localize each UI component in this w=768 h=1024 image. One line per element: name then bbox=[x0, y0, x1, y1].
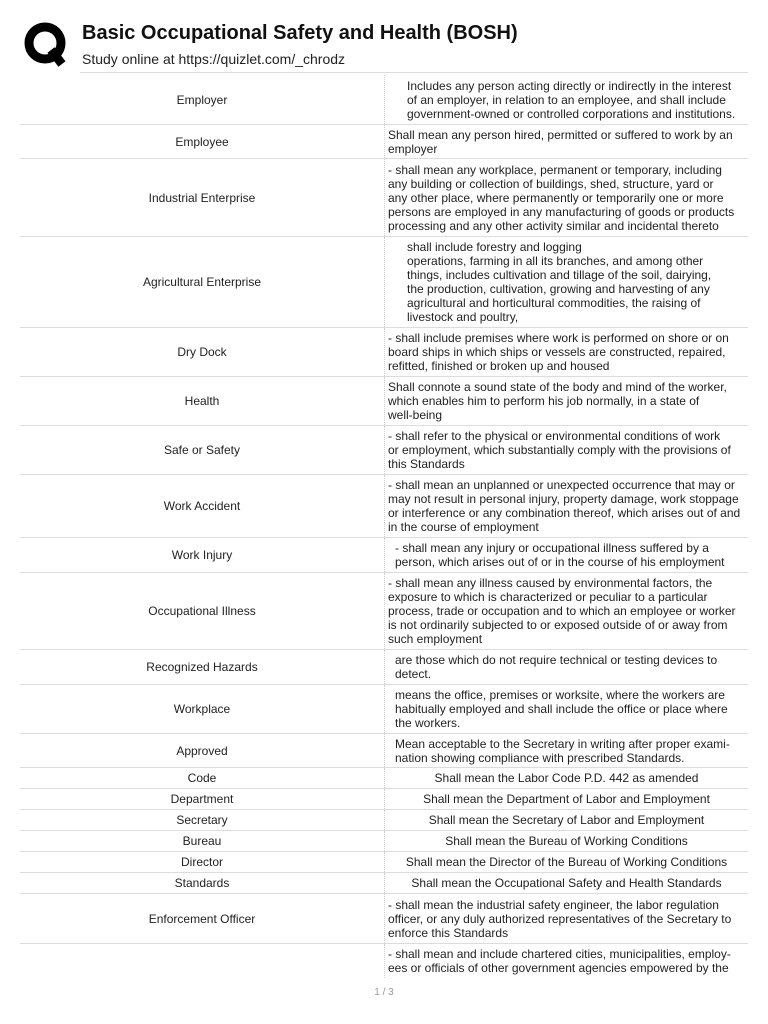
term: Dry Dock bbox=[177, 345, 227, 359]
term: Industrial Enterprise bbox=[148, 190, 256, 205]
definition: - shall mean any illness caused by environmental factors, the exposure to which is characterized or peculiar to a particular process, trade or occupation and to which an employee or worker is not ordinarily subjected to or exposed outside of or away from such employment bbox=[384, 573, 748, 649]
table-row bbox=[20, 944, 748, 978]
term: Secretary bbox=[176, 813, 228, 827]
definition: - shall mean an unplanned or unexpected occurrence that may or may not result in personal injury, property damage, work stoppage or interference or any combination thereof, which arises out of and in the course of employment bbox=[384, 475, 748, 537]
term: Workplace bbox=[173, 702, 231, 716]
definition: - shall mean any injury or occupational illness suffered by a person, which arises out of or in the course of his employment bbox=[384, 538, 748, 572]
definition: Shall mean the Director of the Bureau of Working Conditions bbox=[384, 852, 748, 872]
table-row bbox=[20, 377, 748, 426]
term: Work Accident bbox=[163, 499, 241, 513]
table-row bbox=[20, 768, 748, 789]
header-divider bbox=[80, 72, 748, 73]
page-title: Basic Occupational Safety and Health (BOSH) bbox=[82, 22, 518, 44]
term: Agricultural Enterprise bbox=[142, 275, 262, 289]
flashcard-table bbox=[20, 75, 748, 978]
definition: means the office, premises or worksite, where the workers are habitually employed and shall include the office or place where the workers. bbox=[384, 685, 748, 733]
definition: - shall mean the industrial safety engineer, the labor regulation officer, or any duly authorized representatives of the Secretary to enforce this Standards bbox=[384, 894, 748, 943]
term bbox=[20, 944, 384, 978]
term: Employee bbox=[175, 134, 229, 149]
table-row bbox=[20, 894, 748, 944]
page-number: 1 / 3 bbox=[374, 987, 394, 998]
table-row bbox=[20, 685, 748, 734]
table-row bbox=[20, 237, 748, 328]
term: Code bbox=[187, 771, 217, 785]
term: Work Injury bbox=[171, 548, 233, 562]
definition: Shall connote a sound state of the body and mind of the worker, which enables him to perform his job normally, in a state of well-being bbox=[384, 377, 748, 425]
term: Bureau bbox=[182, 834, 222, 848]
term: Safe or Safety bbox=[163, 443, 241, 457]
definition: - shall include premises where work is performed on shore or on board ships in which ships or vessels are constructed, repaired, refitted, finished or broken up and housed bbox=[384, 328, 748, 376]
table-row bbox=[20, 538, 748, 573]
table-row bbox=[20, 475, 748, 538]
term: Standards bbox=[174, 876, 230, 890]
table-row bbox=[20, 573, 748, 650]
table-row bbox=[20, 328, 748, 377]
definition: Shall mean the Labor Code P.D. 442 as amended bbox=[384, 768, 748, 788]
definition: Shall mean the Secretary of Labor and Employment bbox=[384, 810, 748, 830]
table-row bbox=[20, 159, 748, 237]
term: Department bbox=[170, 792, 234, 806]
term: Enforcement Officer bbox=[148, 911, 256, 926]
definition: - shall refer to the physical or environmental conditions of work or employment, which substantially comply with the provisions of this Standards bbox=[384, 426, 748, 474]
table-row bbox=[20, 852, 748, 873]
table-row bbox=[20, 75, 748, 125]
definition: Shall mean any person hired, permitted or suffered to work by an employer bbox=[384, 125, 748, 158]
term: Health bbox=[184, 394, 220, 408]
definition: - shall mean any workplace, permanent or temporary, including any building or collection of buildings, shed, structure, yard or any other place, where permanently or temporarily one or more persons are employed in any manufacturing of goods or products processing and any other activity similar and incidental thereto bbox=[384, 159, 748, 236]
definition: shall include forestry and logging operations, farming in all its branches, and among other things, includes cultivation and tillage of the soil, dairying, the production, cultivation, growing and harvesting of any agricultural and horticultural commodities, the raising of livestock and poultry, bbox=[384, 237, 748, 327]
table-row bbox=[20, 873, 748, 894]
definition: Shall mean the Department of Labor and Employment bbox=[384, 789, 748, 809]
term: Occupational Illness bbox=[148, 604, 256, 618]
table-row bbox=[20, 789, 748, 810]
table-row bbox=[20, 426, 748, 475]
quizlet-logo-icon bbox=[22, 20, 70, 68]
term: Employer bbox=[176, 92, 228, 107]
definition: Shall mean the Bureau of Working Conditions bbox=[384, 831, 748, 851]
table-row bbox=[20, 650, 748, 685]
table-row bbox=[20, 125, 748, 159]
table-row bbox=[20, 831, 748, 852]
definition: Shall mean the Occupational Safety and Health Standards bbox=[384, 873, 748, 893]
definition: Mean acceptable to the Secretary in writing after proper exami- nation showing compliance with prescribed Standards. bbox=[384, 734, 748, 767]
definition: are those which do not require technical or testing devices to detect. bbox=[384, 650, 748, 684]
definition: - shall mean and include chartered cities, municipalities, employ- ees or officials of other government agencies empowered by the bbox=[384, 944, 748, 978]
term: Recognized Hazards bbox=[146, 660, 258, 674]
table-row bbox=[20, 810, 748, 831]
term: Director bbox=[180, 855, 223, 869]
definition: Includes any person acting directly or indirectly in the interest of an employer, in relation to an employee, and shall include government-owned or controlled corporations and institutions. bbox=[384, 75, 748, 124]
table-row bbox=[20, 734, 748, 768]
term: Approved bbox=[176, 743, 228, 758]
study-link[interactable]: Study online at https://quizlet.com/_chrodz bbox=[82, 51, 346, 67]
